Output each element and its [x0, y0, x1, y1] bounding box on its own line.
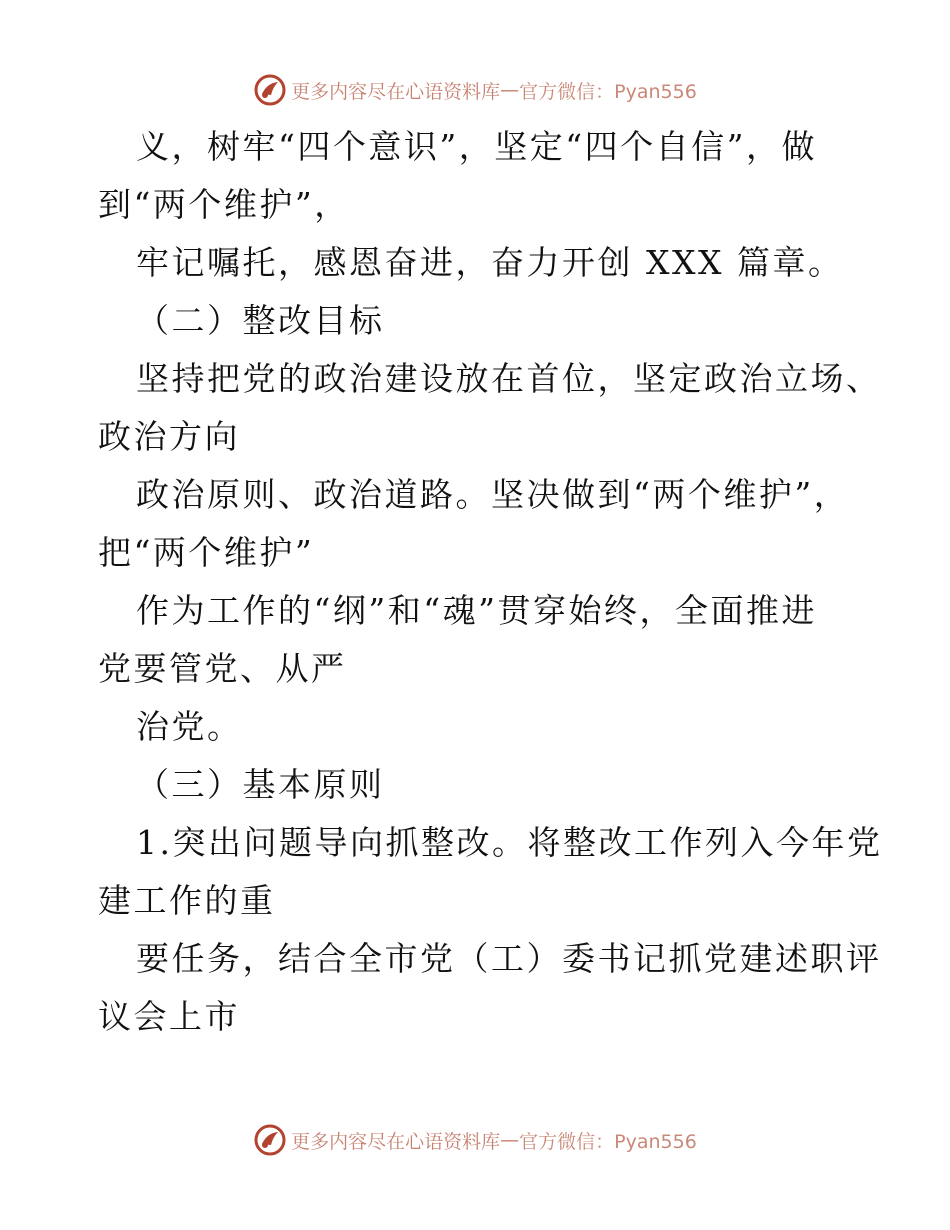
- text-line: 坚持把党的政治建设放在首位，坚定政治立场、: [136, 359, 882, 398]
- watermark-separator: —: [500, 1129, 520, 1151]
- text-line: 建工作的重: [98, 881, 276, 920]
- watermark-wechat: 官方微信：Pyan556: [519, 80, 697, 103]
- red-seal-logo-icon: [253, 1123, 287, 1157]
- text-line: 牢记嘱托，感恩奋进，奋力开创 XXX 篇章。: [136, 243, 844, 282]
- document-body: [98, 118, 883, 1046]
- text-line: 政治方向: [98, 417, 240, 456]
- text-line: 把“两个维护”: [98, 533, 315, 572]
- section-heading: （二）整改目标: [136, 301, 385, 340]
- section-heading: （三）基本原则: [136, 765, 385, 804]
- watermark-separator: —: [500, 79, 520, 101]
- text-line: 到“两个维护”，: [98, 185, 350, 224]
- text-line: 要任务，结合全市党（工）委书记抓党建述职评: [136, 939, 882, 978]
- footer-watermark: [0, 1120, 950, 1160]
- text-line: 作为工作的“纲”和“魂”贯穿始终，全面推进: [136, 591, 817, 630]
- text-line: 治党。: [136, 707, 243, 746]
- watermark-text: 更多内容尽在心语资料库: [291, 80, 501, 103]
- watermark-text: 更多内容尽在心语资料库: [291, 1130, 501, 1153]
- text-line: 政治原则、政治道路。坚决做到“两个维护”，: [136, 475, 850, 514]
- text-line: 义，树牢“四个意识”，坚定“四个自信”，做: [136, 127, 817, 166]
- text-line: 1.突出问题导向抓整改。将整改工作列入今年党: [136, 823, 883, 862]
- watermark-wechat: 官方微信：Pyan556: [519, 1130, 697, 1153]
- text-line: 议会上市: [98, 997, 240, 1036]
- text-line: 党要管党、从严: [98, 649, 347, 688]
- header-watermark: [0, 70, 950, 110]
- red-seal-logo-icon: [253, 73, 287, 107]
